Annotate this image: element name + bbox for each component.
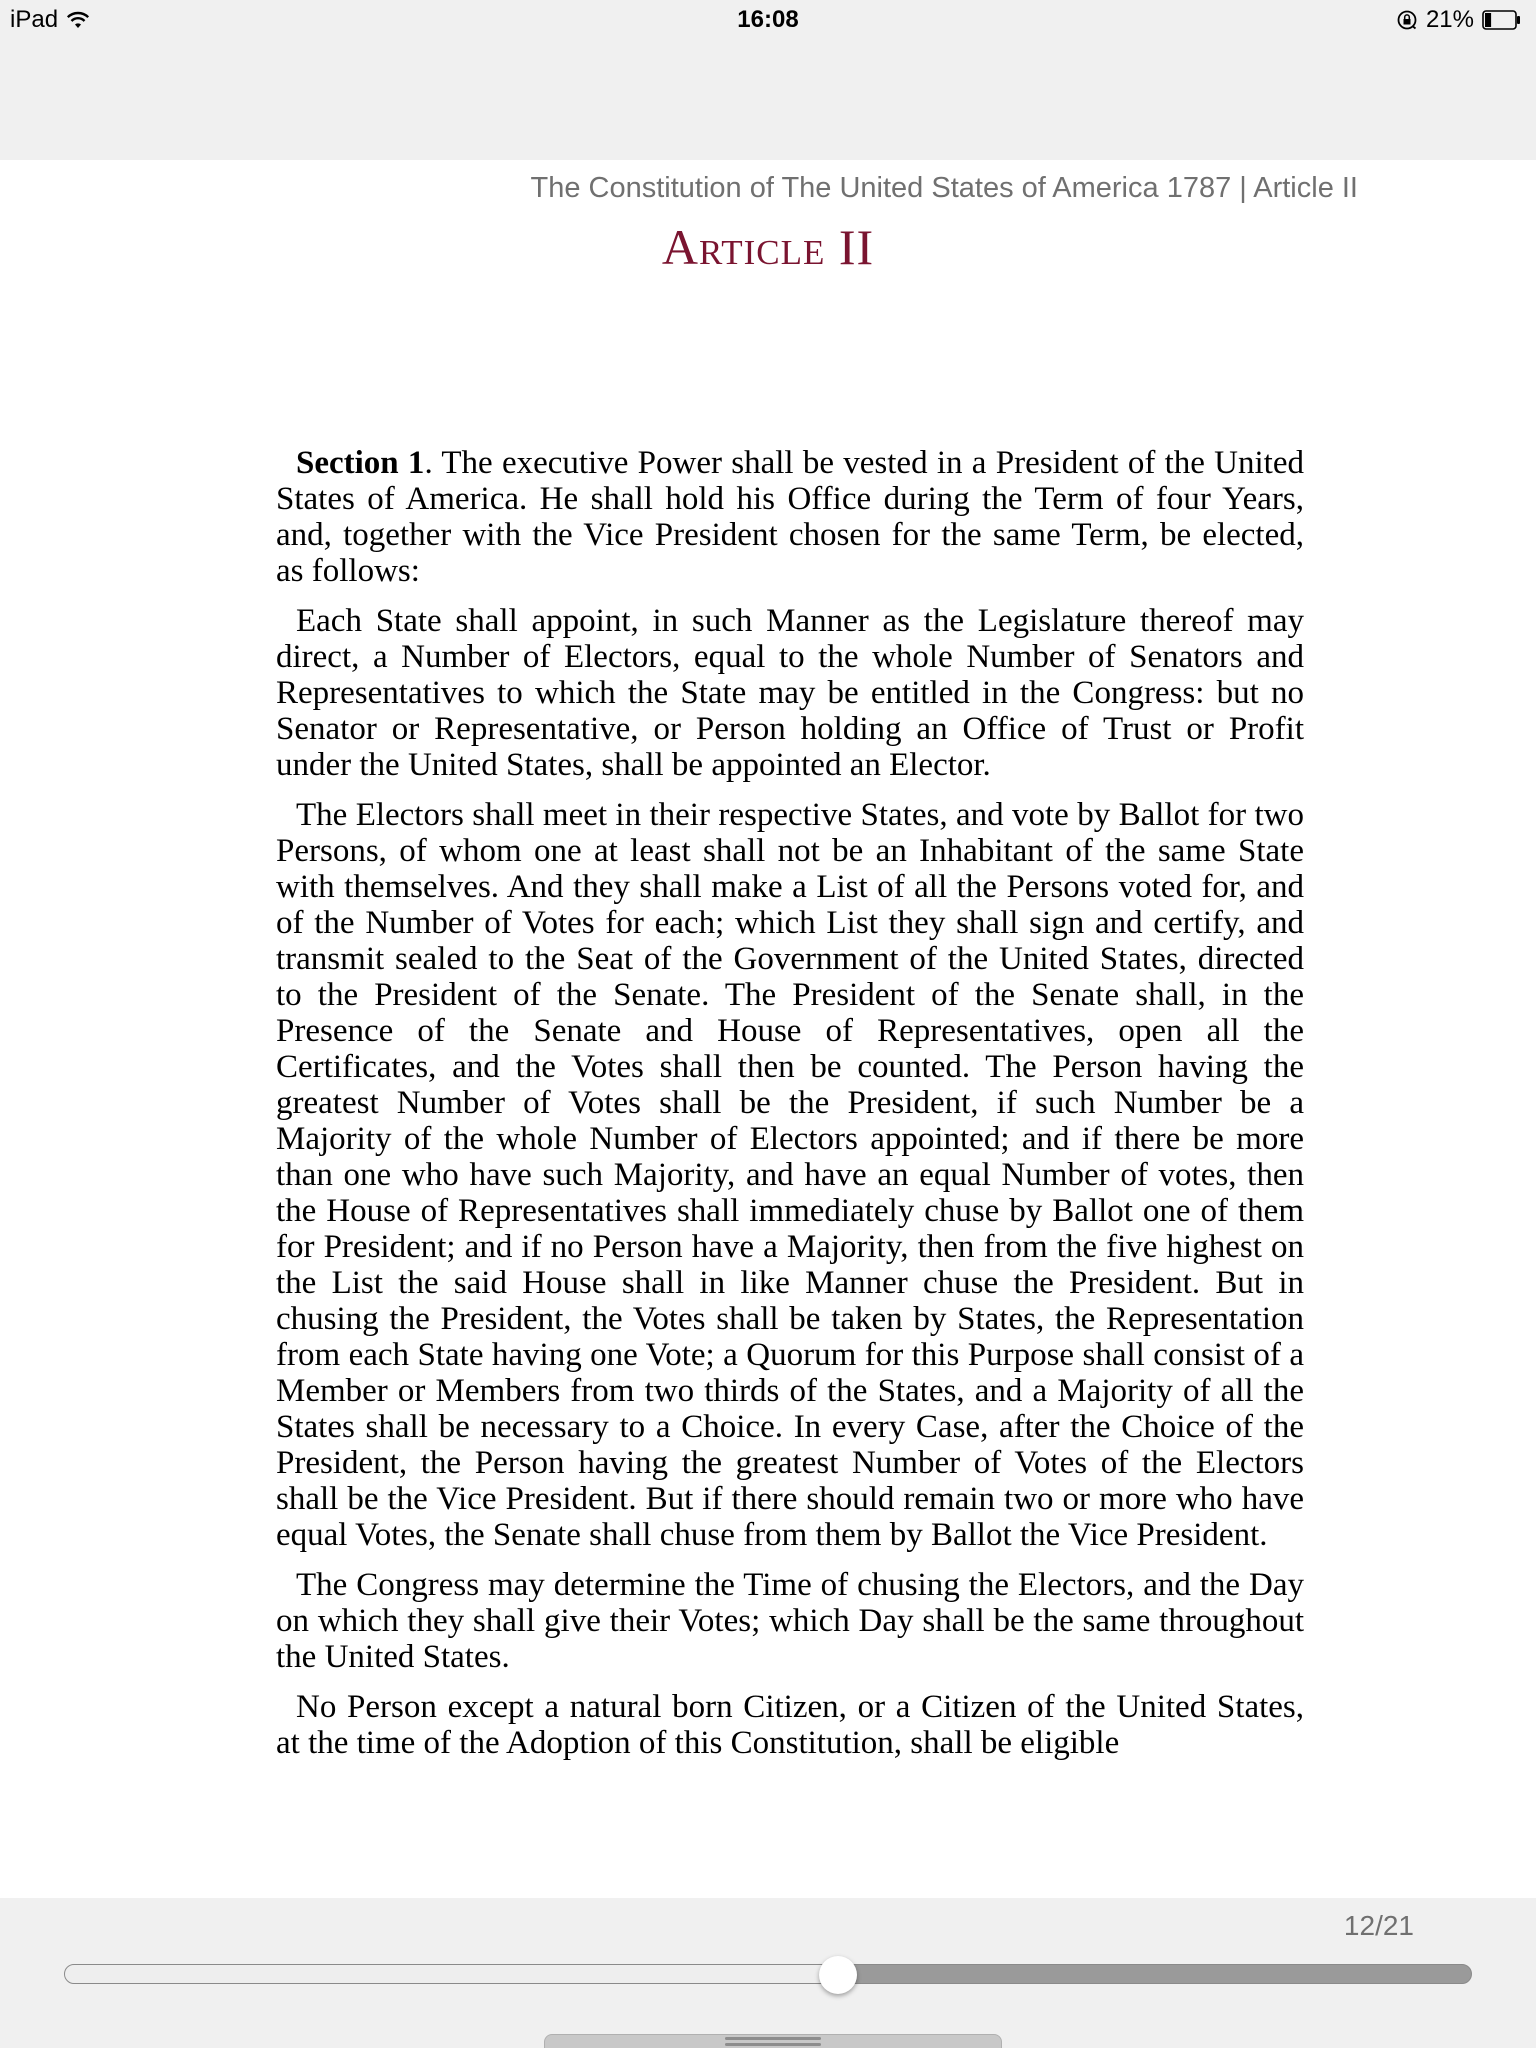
- battery-level: [1485, 13, 1491, 27]
- paragraph: The Congress may determine the Time of chusing the Electors, and the Day on which they shall give their Votes; which Day shall be the same throughout the United States.: [276, 1567, 1304, 1675]
- device-name: iPad: [10, 6, 59, 33]
- running-header: The Constitution of The United States of America 1787 | Article II: [530, 172, 1358, 204]
- top-toolbar: [0, 40, 1536, 160]
- page-indicator: 12/21: [1343, 1910, 1414, 1941]
- page-body: [276, 445, 1304, 1775]
- status-bar: [0, 0, 1536, 40]
- paragraph: [276, 445, 1304, 589]
- battery-icon: [1482, 10, 1522, 30]
- page-slider-progress: [65, 1965, 839, 1983]
- page-slider-track[interactable]: [64, 1964, 1472, 1984]
- paragraph: Each State shall appoint, in such Manner as the Legislature thereof may direct, a Number of Electors, equal to the whole Number of Senators and Representatives to which the State may be entitled in the Congress: but no Senator or Representative, or Person holding an Office of Trust or Profit under the United States, shall be appointed an Elector.: [276, 603, 1304, 783]
- paragraph-text: . The executive Power shall be vested in a President of the United States of America. He shall hold his Office during the Term of four Years, and, together with the Vice President chosen for the same Term, be elected, as follows:: [276, 445, 1304, 589]
- status-time: 16:08: [737, 6, 799, 33]
- rotation-lock-icon: [1396, 9, 1418, 31]
- paragraph: The Electors shall meet in their respective States, and vote by Ballot for two Persons, of whom one at least shall not be an Inhabitant of the same State with themselves. And they shall make a List of all the Persons voted for, and of the Number of Votes for each; which List they shall sign and certify, and transmit sealed to the Seat of the Government of the United States, directed to the President of the Senate. The President of the Senate shall, in the Presence of the Senate and House of Representatives, open all the Certificates, and the Votes shall then be counted. The Person having the greatest Number of Votes shall be the President, if such Number be a Majority of the whole Number of Electors appointed; and if there be more than one who have such Majority, and have an equal Number of votes, then the House of Representatives shall immediately chuse by Ballot one of them for President; and if no Person have a Majority, then from the five highest on the List the said House shall in like Manner chuse the President. But in chusing the President, the Votes shall be taken by States, the Representation from each State having one Vote; a Quorum for this Purpose shall consist of a Member or Members from two thirds of the States, and a Majority of all the States shall be necessary to a Choice. In every Case, after the Choice of the President, the Person having the greatest Number of Votes of the Electors shall be the Vice President. But if there should remain two or more who have equal Votes, the Senate shall chuse from them by Ballot the Vice President.: [276, 797, 1304, 1553]
- paragraph: No Person except a natural born Citizen, or a Citizen of the United States, at the time of the Adoption of this Constitution, shall be eligible: [276, 1689, 1304, 1761]
- drawer-handle[interactable]: [544, 2034, 1002, 2048]
- grip-icon: [725, 2037, 821, 2047]
- article-title: Article II: [661, 219, 875, 275]
- battery-percent: 21%: [1425, 6, 1474, 33]
- status-right: [1396, 6, 1522, 34]
- section-label: Section 1: [296, 445, 425, 481]
